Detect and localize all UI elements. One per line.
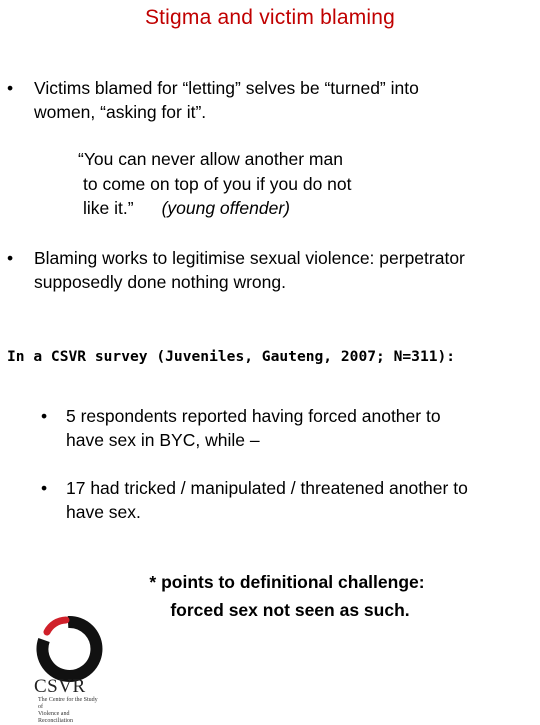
quote-line: “You can never allow another man — [78, 149, 343, 169]
bullet-line: have sex in BYC, while – — [66, 430, 260, 450]
note-line: * points to definitional challenge: — [149, 572, 425, 592]
note-line: forced sex not seen as such. — [170, 600, 410, 620]
survey-heading: In a CSVR survey (Juveniles, Gauteng, 2007; N=311): — [7, 348, 456, 365]
bullet-text — [66, 476, 468, 524]
quote-line: to come on top of you if you do not — [83, 173, 352, 194]
slide-title: Stigma and victim blaming — [144, 6, 396, 29]
bullet-line: Victims blamed for “letting” selves be “turned” into — [34, 78, 419, 98]
logo-tagline — [38, 697, 102, 725]
logo-tagline-line: The Centre for the Study of — [38, 697, 98, 710]
bullet-line: supposedly done nothing wrong. — [34, 272, 286, 292]
bullet-text — [34, 246, 465, 294]
logo-tagline-line: Violence and Reconciliation — [38, 711, 73, 724]
bullet-line: Blaming works to legitimise sexual violence: perpetrator — [34, 248, 465, 268]
offender-quote — [78, 147, 408, 221]
quote-attribution: (young offender) — [161, 198, 290, 218]
bullet-line: have sex. — [66, 502, 141, 522]
bullet-dot: • — [41, 478, 48, 498]
logo-red-arc — [47, 620, 66, 632]
bullet-line: 5 respondents reported having forced another to — [66, 406, 441, 426]
quote-line — [78, 196, 408, 221]
bullet-text — [66, 404, 441, 452]
bullet-text — [34, 76, 419, 124]
bullet-line: women, “asking for it”. — [34, 102, 207, 122]
bullet-dot: • — [7, 78, 14, 98]
bullet-dot: • — [41, 406, 48, 426]
quote-text: like it.” — [83, 198, 134, 218]
bullet-line: 17 had tricked / manipulated / threatened another to — [66, 478, 468, 498]
bullet-dot: • — [7, 248, 14, 268]
logo-wordmark: CSVR — [34, 676, 86, 697]
